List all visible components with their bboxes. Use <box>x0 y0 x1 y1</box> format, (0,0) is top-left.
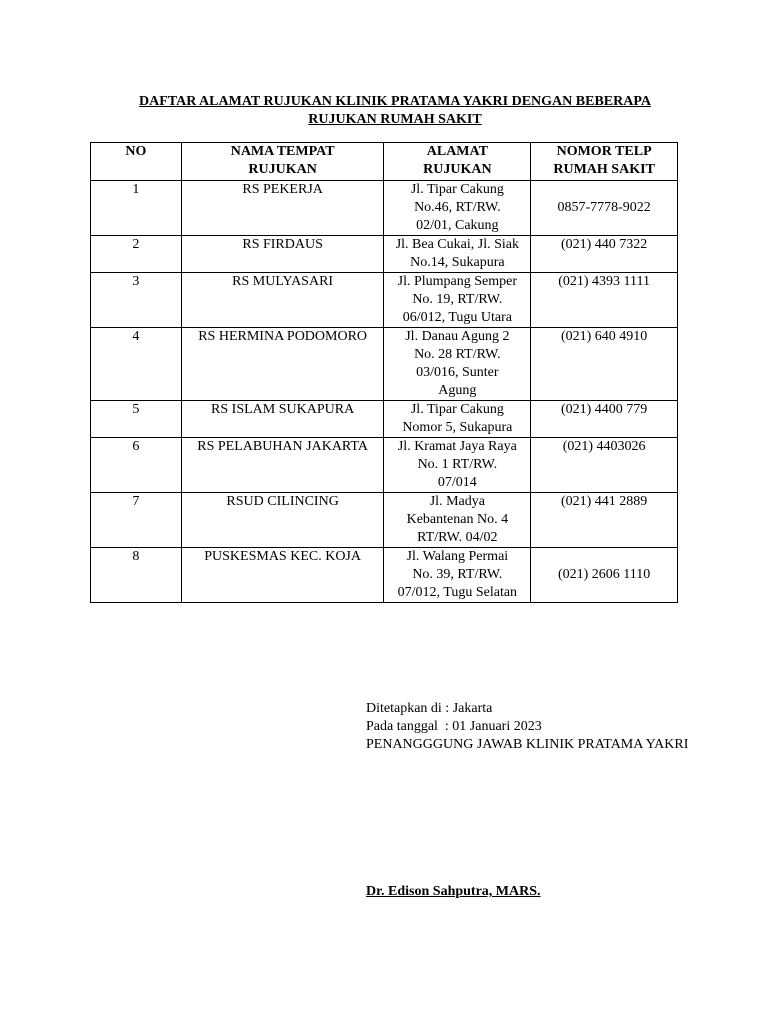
cell-phone: (021) 440 7322 <box>531 236 678 273</box>
address-line: Agung <box>438 383 477 398</box>
table-row <box>91 273 678 328</box>
cell-address <box>384 328 531 401</box>
address-line: Jl. Walang Permai <box>406 549 509 564</box>
cell-address <box>384 493 531 548</box>
cell-no: 7 <box>91 493 182 548</box>
address-line: Kebantenan No. 4 <box>406 512 509 527</box>
table-row <box>91 401 678 438</box>
table-body <box>91 181 678 603</box>
address-line: Nomor 5, Sukapura <box>402 420 513 435</box>
address-line: No.14, Sukapura <box>410 255 505 270</box>
signature-date: Pada tanggal : 01 Januari 2023 <box>366 719 542 734</box>
cell-name: RS PEKERJA <box>181 181 384 236</box>
header-address: ALAMAT RUJUKAN <box>384 143 531 181</box>
table-header-row <box>91 143 678 181</box>
table-row <box>91 493 678 548</box>
cell-address <box>384 273 531 328</box>
cell-no: 8 <box>91 548 182 603</box>
cell-phone: (021) 4403026 <box>531 438 678 493</box>
address-line: No. 19, RT/RW. <box>412 292 503 307</box>
cell-no: 5 <box>91 401 182 438</box>
cell-no: 2 <box>91 236 182 273</box>
cell-address <box>384 548 531 603</box>
table-row <box>91 328 678 401</box>
address-line: No. 1 RT/RW. <box>417 457 498 472</box>
cell-no: 3 <box>91 273 182 328</box>
address-line: Jl. Tipar Cakung <box>410 182 504 197</box>
cell-address <box>384 236 531 273</box>
header-phone: NOMOR TELP RUMAH SAKIT <box>531 143 678 181</box>
address-line: Jl. Tipar Cakung <box>410 402 504 417</box>
cell-name: RS ISLAM SUKAPURA <box>181 401 384 438</box>
referral-table <box>90 142 678 603</box>
address-line: 03/016, Sunter <box>416 365 499 380</box>
table-row <box>91 236 678 273</box>
address-line: Jl. Kramat Jaya Raya <box>397 439 517 454</box>
table-row <box>91 438 678 493</box>
header-no: NO <box>91 143 182 181</box>
cell-address <box>384 181 531 236</box>
document-title <box>80 93 710 129</box>
address-line: 06/012, Tugu Utara <box>402 310 512 325</box>
document-title-line-1: DAFTAR ALAMAT RUJUKAN KLINIK PRATAMA YAKRI DENGAN BEBERAPA <box>139 94 651 109</box>
address-line: 07/012, Tugu Selatan <box>397 585 518 600</box>
signature-block <box>366 700 688 754</box>
address-line: Jl. Madya <box>429 494 485 509</box>
cell-address <box>384 438 531 493</box>
address-line: RT/RW. 04/02 <box>417 530 498 545</box>
cell-phone: 0857-7778-9022 <box>531 181 678 236</box>
cell-address <box>384 401 531 438</box>
address-line: No. 39, RT/RW. <box>412 567 503 582</box>
document-title-line-2: RUJUKAN RUMAH SAKIT <box>308 112 482 127</box>
cell-no: 4 <box>91 328 182 401</box>
header-name: NAMA TEMPAT RUJUKAN <box>181 143 384 181</box>
cell-name: RSUD CILINCING <box>181 493 384 548</box>
cell-name: RS MULYASARI <box>181 273 384 328</box>
cell-phone: (021) 4393 1111 <box>531 273 678 328</box>
signature-place: Ditetapkan di : Jakarta <box>366 701 493 716</box>
signature-role: PENANGGGUNG JAWAB KLINIK PRATAMA YAKRI <box>366 737 689 752</box>
cell-phone: (021) 4400 779 <box>531 401 678 438</box>
address-line: No. 28 RT/RW. <box>414 347 501 362</box>
cell-name: PUSKESMAS KEC. KOJA <box>181 548 384 603</box>
cell-name: RS PELABUHAN JAKARTA <box>181 438 384 493</box>
cell-no: 6 <box>91 438 182 493</box>
table-row <box>91 181 678 236</box>
cell-name: RS HERMINA PODOMORO <box>181 328 384 401</box>
cell-no: 1 <box>91 181 182 236</box>
address-line: 02/01, Cakung <box>416 218 499 233</box>
address-line: Jl. Danau Agung 2 <box>405 329 510 344</box>
cell-phone: (021) 441 2889 <box>531 493 678 548</box>
cell-name: RS FIRDAUS <box>181 236 384 273</box>
cell-phone: (021) 2606 1110 <box>531 548 678 603</box>
table-row <box>91 548 678 603</box>
cell-phone: (021) 640 4910 <box>531 328 678 401</box>
address-line: Jl. Plumpang Semper <box>397 274 518 289</box>
address-line: No.46, RT/RW. <box>414 200 501 215</box>
address-line: 07/014 <box>437 475 477 490</box>
address-line: Jl. Bea Cukai, Jl. Siak <box>395 237 519 252</box>
signer-name: Dr. Edison Sahputra, MARS. <box>366 884 541 899</box>
